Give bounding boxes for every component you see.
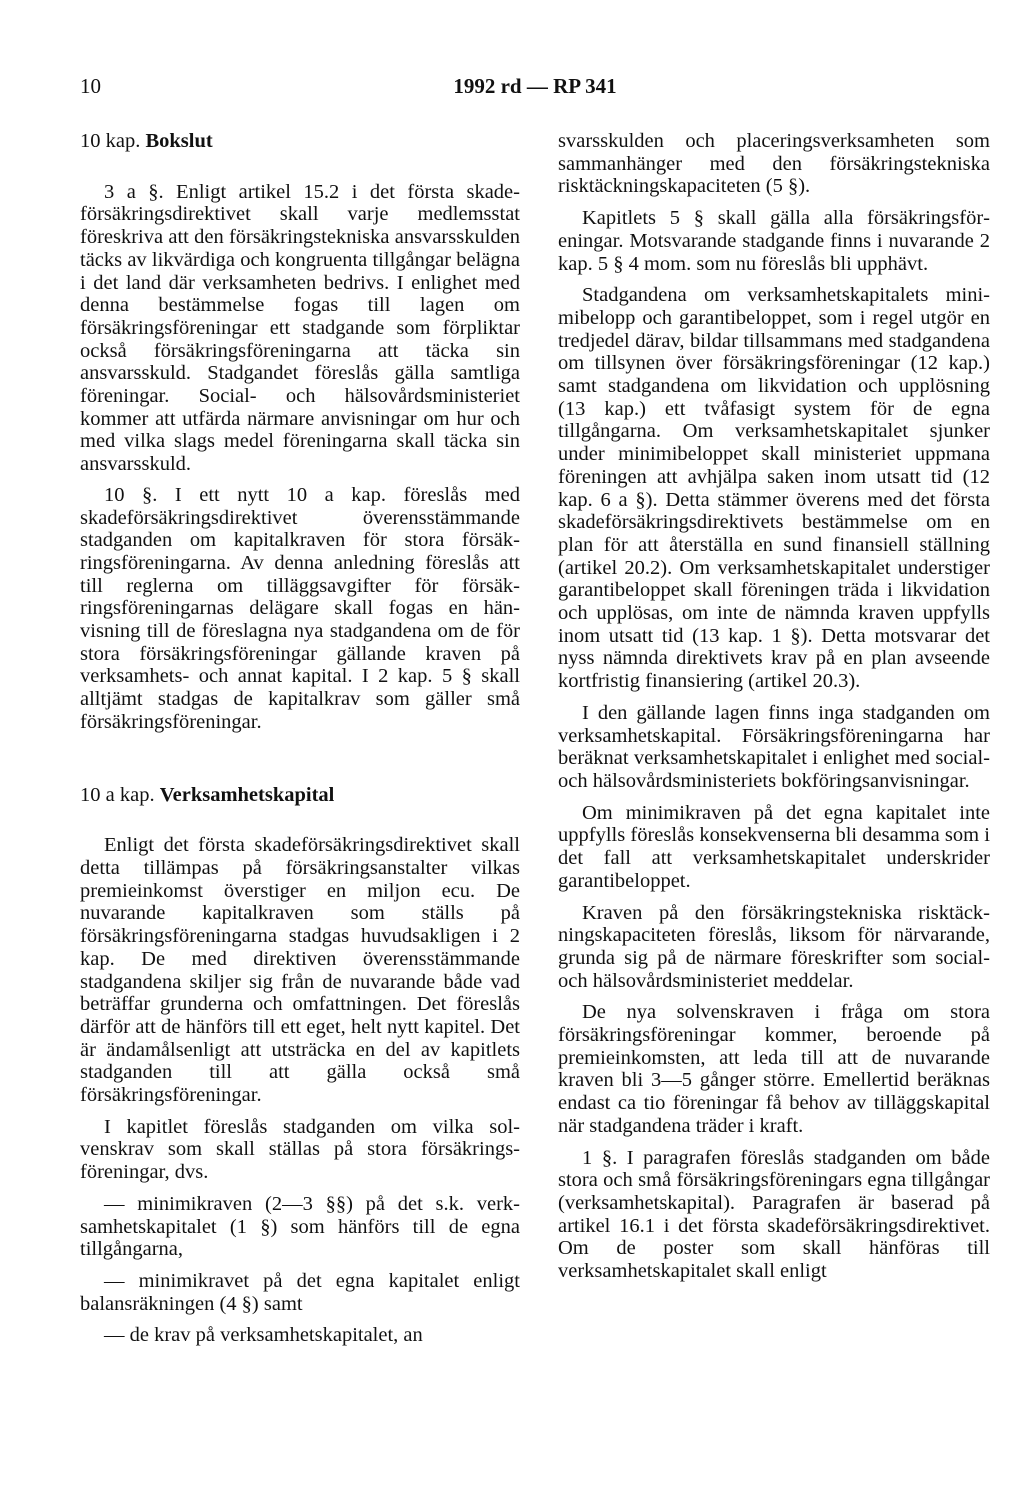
right-column: [558, 130, 990, 1283]
paragraph: De nya solvenskraven i fråga om stora försäkringsföreningar kommer, beroende på premieinkomsten, att leda till att de nuvarande kraven bli 3—5 gånger större. Emellertid beräknas endast ca tio föreningar få behov av tilläggskapital när stadgandena träder i kraft.: [558, 1001, 990, 1137]
paragraph: 1 §. I paragrafen föreslås stadganden om både stora och små försäkringsföreningars egna tillgångar (verksamhetskapital). Paragrafen är baserad på artikel 16.1 i det första skadeförsäkringsdirektivet. Om de poster som skall hänföras till verksamhetskapitalet skall enligt: [558, 1146, 990, 1283]
running-title: 1992 rd — RP 341: [453, 74, 617, 98]
list-item: — minimikravet på det egna kapitalet enligt balansräkningen (4 §) samt: [80, 1269, 520, 1315]
heading-title: Bokslut: [145, 130, 213, 152]
paragraph: Kraven på den försäkringstekniska risktäckningskapaciteten föreslås, liksom för närvarande, grunda sig på de närmare föreskrifter som social- och hälsovårdsministeriet meddelar.: [558, 901, 990, 992]
paragraph: Kapitlets 5 § skall gälla alla försäkringsföreningar. Motsvarande stadgande finns i nuvarande 2 kap. 5 § 4 mom. som nu föreslås bli upphävt.: [558, 207, 990, 275]
page-header: [80, 74, 990, 104]
paragraph: I kapitlet föreslås stadganden om vilka solvenskrav som skall ställas på stora försäkringsföreningar, dvs.: [80, 1115, 520, 1184]
heading-prefix: 10 a kap.: [80, 783, 160, 806]
heading-title: Verksamhetskapital: [159, 783, 335, 806]
list-item: — minimikraven (2—3 §§) på det s.k. verksamhetskapitalet (1 §) som hänförs till de egna tillgångarna,: [80, 1192, 520, 1261]
section-heading-verksamhetskapital: [80, 784, 520, 807]
paragraph: Enligt det första skadeförsäkringsdirektivet skall detta tillämpas på försäkringsanstalter vilkas premieinkomst överstiger en miljon ecu. De nuvarande kapitalkraven som ställs på försäkringsföreningarna stadgas huvudsakligen i 2 kap. De med direktiven överensstämmande stadgandena skiljer sig från de nuvarande både vad beträffar grunderna och omfattningen. Det föreslås därför att de hänförs till ett eget, helt nytt kapitel. Det är ändamålsenligt att utsträcka en del av kapitlets stadganden till att gälla också små försäkringsföreningar.: [80, 834, 520, 1107]
paragraph: Stadgandena om verksamhetskapitalets minimibelopp och garantibeloppet, som i regel utgör en tredjedel därav, bildar tillsammans med stadgandena om tillsynen över försäkringsföreningar (12 kap.) samt stadgandena om likvidation och upplösning (13 kap.) ett tvåfasigt system för de egna tillgångarna. Om verksamhetskapitalet sjunker under minimibeloppet skall ministeriet uppmana föreningen att avhjälpa saken inom utsatt tid (12 kap. 6 a §). Detta stämmer överens med det första skadeförsäkringsdirektivets bestämmelse om en plan för att återställa en sund finansiell ställning (artikel 20.2). Om verksamhetskapitalet understiger garantibeloppet skall föreningen träda i likvidation och upplösas, om inte de nämnda kraven uppfylls inom utsatt tid (13 kap. 1 §). Detta motsvarar det nyss nämnda direktivets krav på en plan avseende kortfristig finansiering (artikel 20.3).: [558, 284, 990, 693]
paragraph: 10 §. I ett nytt 10 a kap. föreslås med skadeförsäkringsdirektivet överensstämmande stadganden om kapitalkraven för stora försäkringsföreningarna. Av denna anledning föreslås att till reglerna om tilläggsavgifter för försäkringsföreningarnas delägare skall fogas en hänvisning till de föreslagna nya stadgandena om de för stora försäkringsföreningar gällande kraven på verksamhets- och annat kapital. I 2 kap. 5 § skall alltjämt stadgas de kapitalkrav som gäller små försäkringsföreningar.: [80, 483, 520, 733]
heading-prefix: 10 kap.: [80, 130, 146, 152]
page-number: 10: [80, 74, 101, 98]
list-item: — de krav på verksamhetskapitalet, an: [104, 1324, 423, 1347]
paragraph: Om minimikraven på det egna kapitalet inte uppfylls föreslås konsekvenserna bli desamma som i det fall att verksamhetskapitalet underskrider garantibeloppet.: [558, 801, 990, 892]
paragraph: 3 a §. Enligt artikel 15.2 i det första skadeförsäkringsdirektivet skall varje medlemsstat föreskriva att den försäkringstekniska ansvarsskulden täcks av likvärdiga och kongruenta tillgångar belägna i det land där verksamheten bedrivs. I enlighet med denna bestämmelse fogas till lagen om försäkringsföreningar ett stadgande som förpliktar också försäkringsföreningarna att täcka sin ansvarsskuld. Stadgandet föreslås gälla samtliga föreningar. Social- och hälsovårdsministeriet kommer att utfärda närmare anvisningar om hur och med vilka slags medel föreningarna skall täcka sin ansvarsskuld.: [80, 180, 520, 476]
left-column: [80, 130, 520, 1347]
section-heading-bokslut: [80, 130, 520, 153]
paragraph: I den gällande lagen finns inga stadganden om verksamhetskapital. Försäkringsföreningarna har beräknat verksamhetskapitalet i enlighet med social- och hälsovårdsministeriets bokföringsanvisningar.: [558, 701, 990, 792]
paragraph: svarsskulden och placeringsverksamheten som sammanhänger med den försäkringstekniska risktäckningskapaciteten (5 §).: [558, 130, 990, 198]
